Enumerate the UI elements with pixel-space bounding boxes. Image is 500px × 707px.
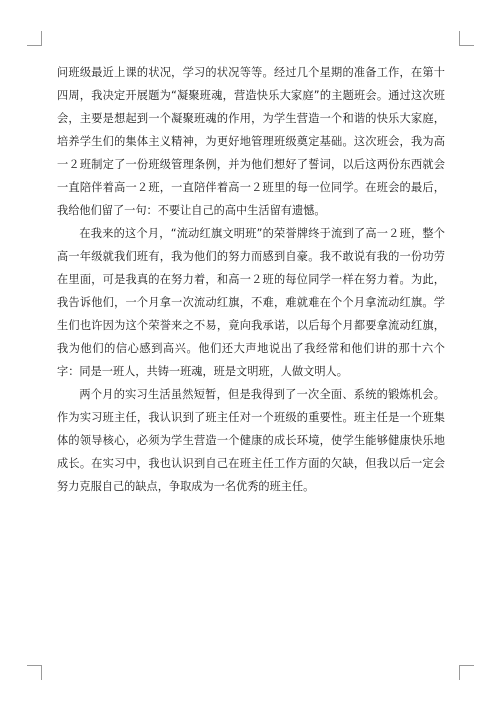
crop-mark-top-right (459, 31, 474, 46)
crop-mark-bottom-left (27, 665, 42, 680)
crop-mark-top-left (27, 31, 42, 46)
document-body (57, 61, 445, 498)
crop-mark-bottom-right (459, 665, 474, 680)
paragraph-2: 在我来的这个月，“流动红旗文明班”的荣誉牌终于流到了高一２班，整个高一年级就我们班有，我为他们的努力而感到自豪。我不敢说有我的一份功劳在里面，可是我真的在努力着，和高一２班的每位同学一样在努力着。为此，我告诉他们，一个月拿一次流动红旗，不难，难就难在个个月拿流动红旗。学生们也许因为这个荣誉来之不易，竟向我承诺，以后每个月都要拿流动红旗，我为他们的信心感到高兴。他们还大声地说出了我经常和他们讲的那十六个字：同是一班人，共铸一班魂，班是文明班，人做文明人。 (57, 227, 445, 378)
paragraph-3: 两个月的实习生活虽然短暂，但是我得到了一次全面、系统的锻炼机会。作为实习班主任，我认识到了班主任对一个班级的重要性。班主任是一个班集体的领导核心，必须为学生营造一个健康的成长环境，使学生能够健康快乐地成长。在实习中，我也认识到自己在班主任工作方面的欠缺，但我以后一定会努力克服自己的缺点，争取成为一名优秀的班主任。 (57, 388, 445, 493)
paragraph-1: 问班级最近上课的状况，学习的状况等等。经过几个星期的准备工作，在第十四周，我决定开展题为“凝聚班魂，营造快乐大家庭”的主题班会。通过这次班会，主要是想起到一个凝聚班魂的作用，为学生营造一个和谐的快乐大家庭，培养学生们的集体主义精神，为更好地管理班级奠定基础。这次班会，我为高一２班制定了一份班级管理条例，并为他们想好了誓词，以后这两份东西就会一直陪伴着高一２班，一直陪伴着高一２班里的每一位同学。在班会的最后，我给他们留了一句：不要让自己的高中生活留有遗憾。 (57, 66, 445, 217)
